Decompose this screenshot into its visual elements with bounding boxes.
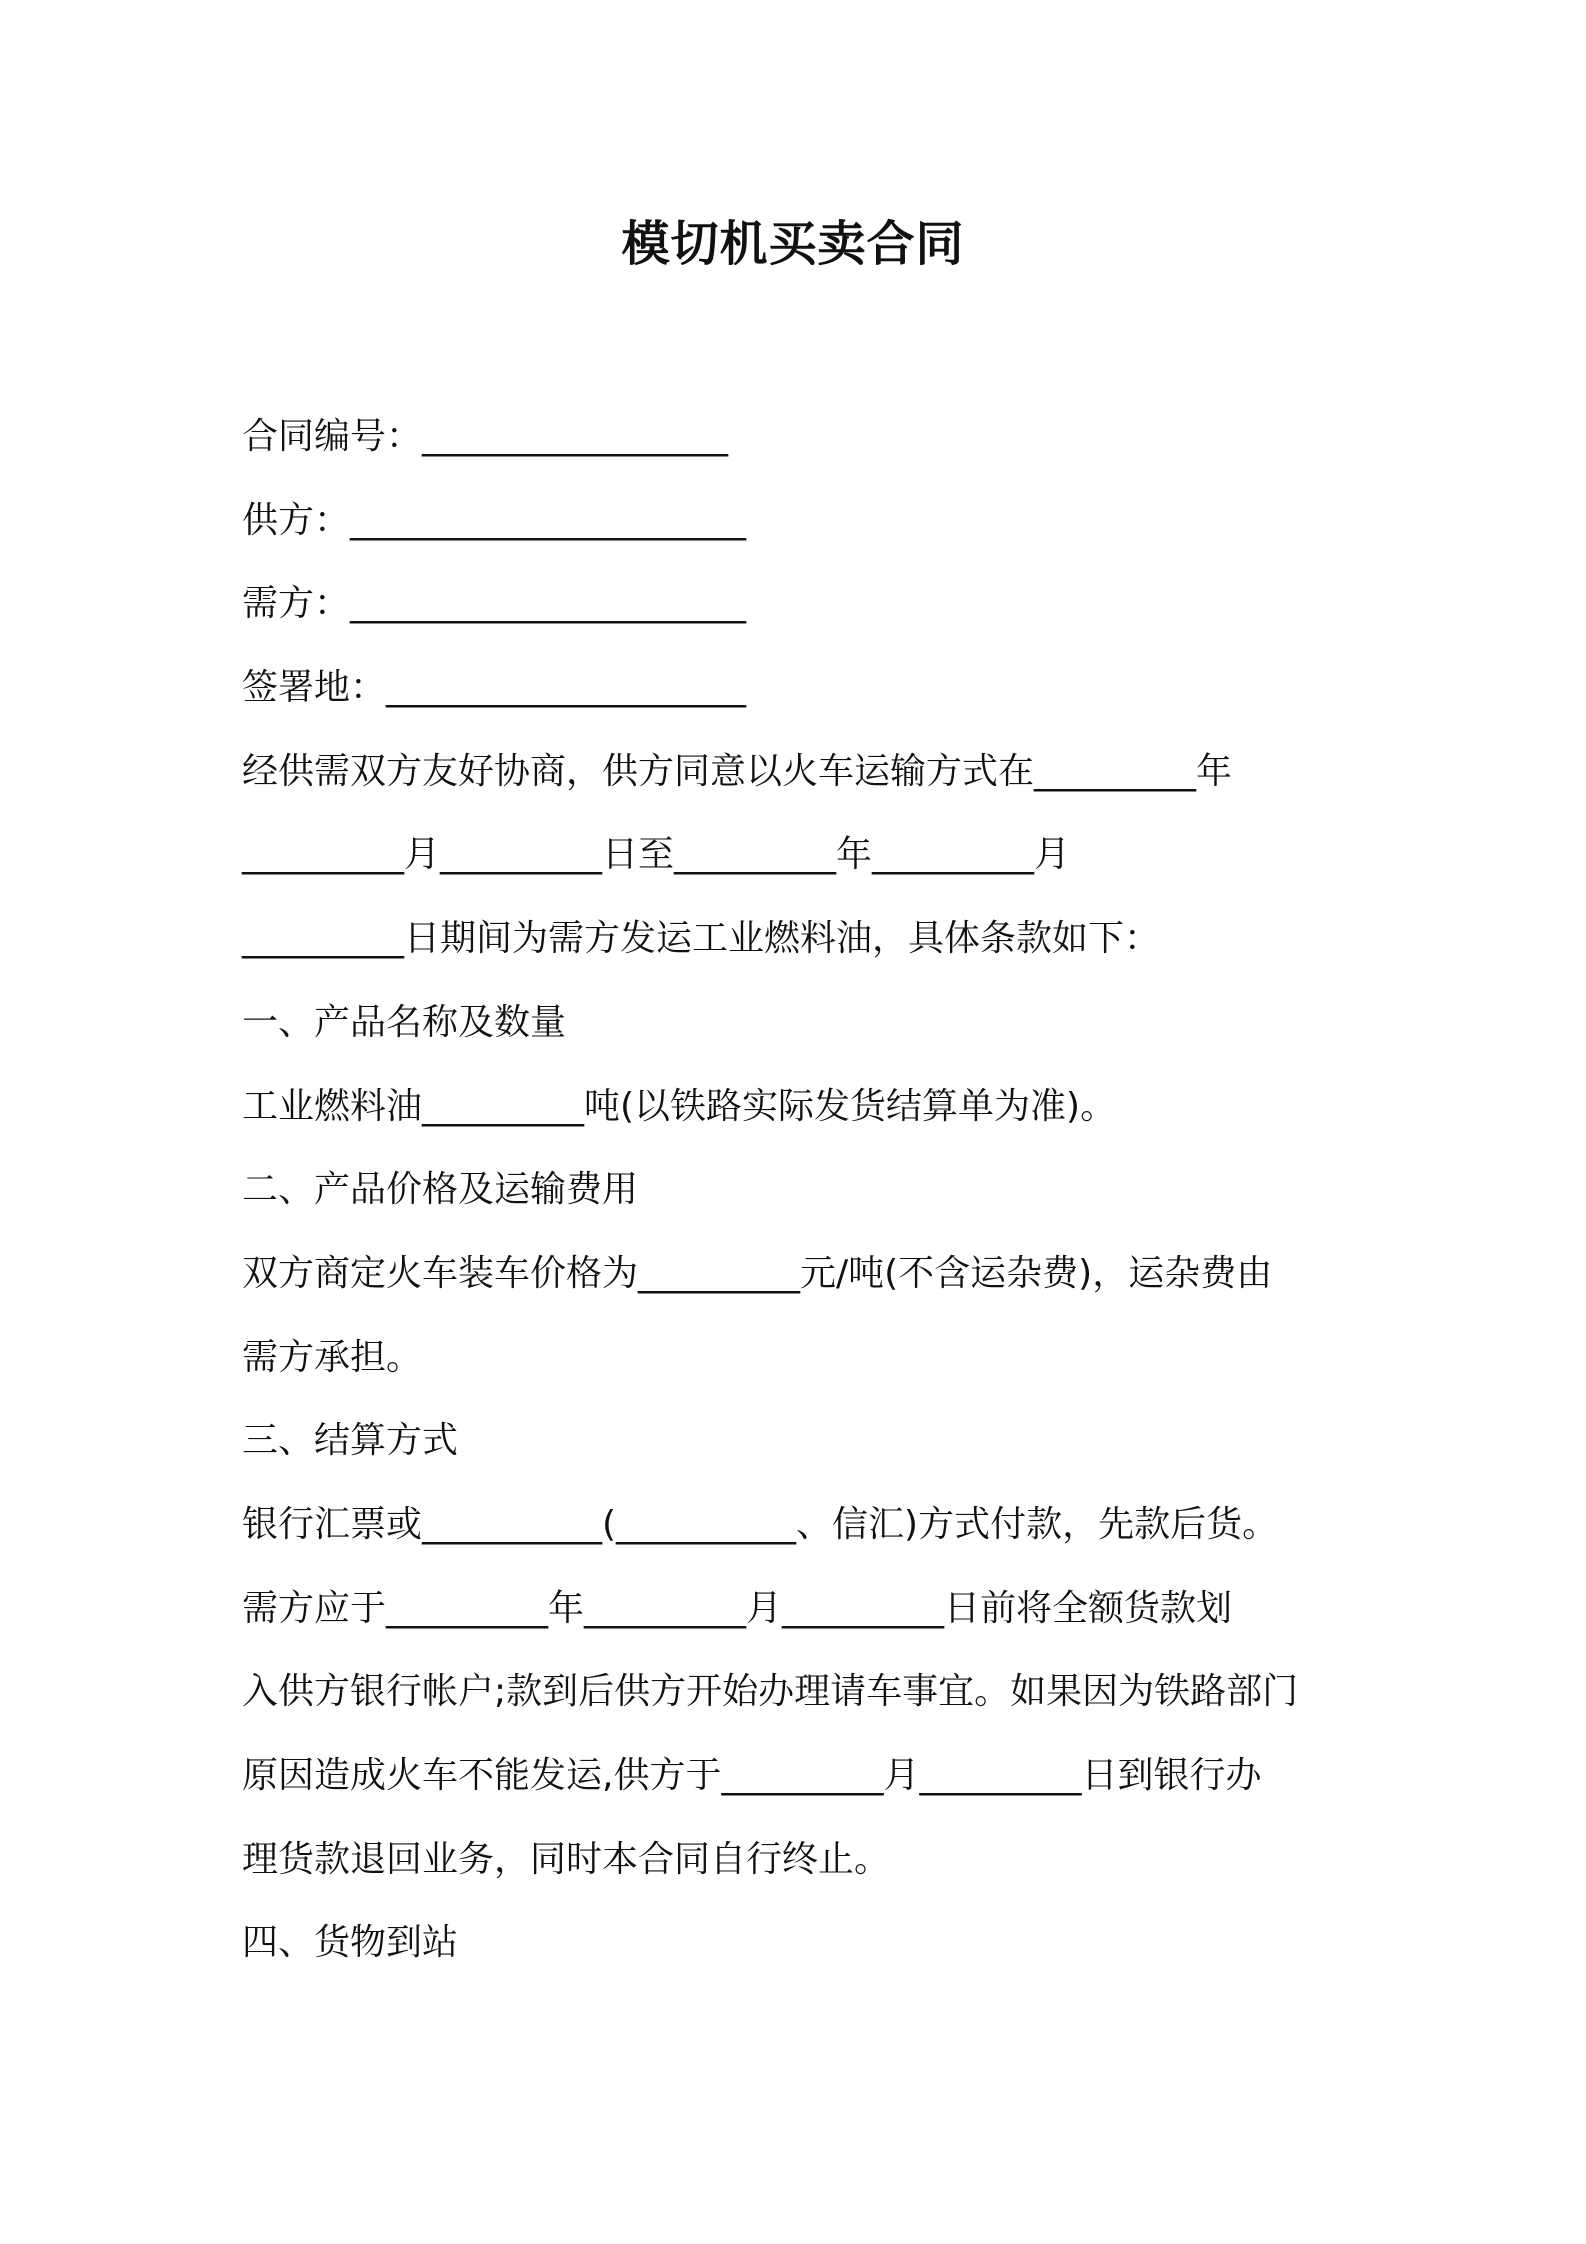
section-heading-2: 二、产品价格及运输费用 — [242, 1169, 639, 1211]
section-2-text-line-1: 双方商定火车装车价格为_________元/吨(不含运杂费)，运杂费由 — [242, 1252, 1273, 1294]
buyer-line: 需方：______________________ — [242, 583, 747, 625]
section-heading-4: 四、货物到站 — [242, 1922, 459, 1964]
section-3-text-line-2: 需方应于_________年_________月_________日前将全额货款划 — [242, 1587, 1233, 1629]
section-3-text-line-1: 银行汇票或__________(__________、信汇)方式付款，先款后货。 — [242, 1503, 1279, 1545]
section-heading-3: 三、结算方式 — [242, 1420, 459, 1462]
signing-place-line: 签署地：____________________ — [242, 667, 747, 709]
section-3-text-line-4: 原因造成火车不能发运,供方于_________月_________日到银行办 — [242, 1755, 1262, 1796]
intro-paragraph-line-1: 经供需双方友好协商，供方同意以火车运输方式在_________年 — [242, 750, 1233, 792]
section-heading-1: 一、产品名称及数量 — [242, 1001, 567, 1043]
section-3-text-line-3: 入供方银行帐户;款到后供方开始办理请车事宜。如果因为铁路部门 — [242, 1671, 1299, 1713]
section-3-text-line-5: 理货款退回业务，同时本合同自行终止。 — [242, 1838, 891, 1880]
intro-paragraph-line-3: _________日期间为需方发运工业燃料油，具体条款如下： — [242, 918, 1161, 960]
section-2-text-line-2: 需方承担。 — [242, 1336, 423, 1378]
document-body — [242, 406, 1382, 1996]
contract-number-line: 合同编号：_________________ — [242, 416, 729, 457]
document-title: 模切机买卖合同 — [621, 216, 965, 272]
section-1-text: 工业燃料油_________吨(以铁路实际发货结算单为准)。 — [242, 1085, 1117, 1127]
supplier-line: 供方：______________________ — [242, 499, 747, 541]
intro-paragraph-line-2: _________月_________日至_________年_________月 — [242, 834, 1070, 876]
